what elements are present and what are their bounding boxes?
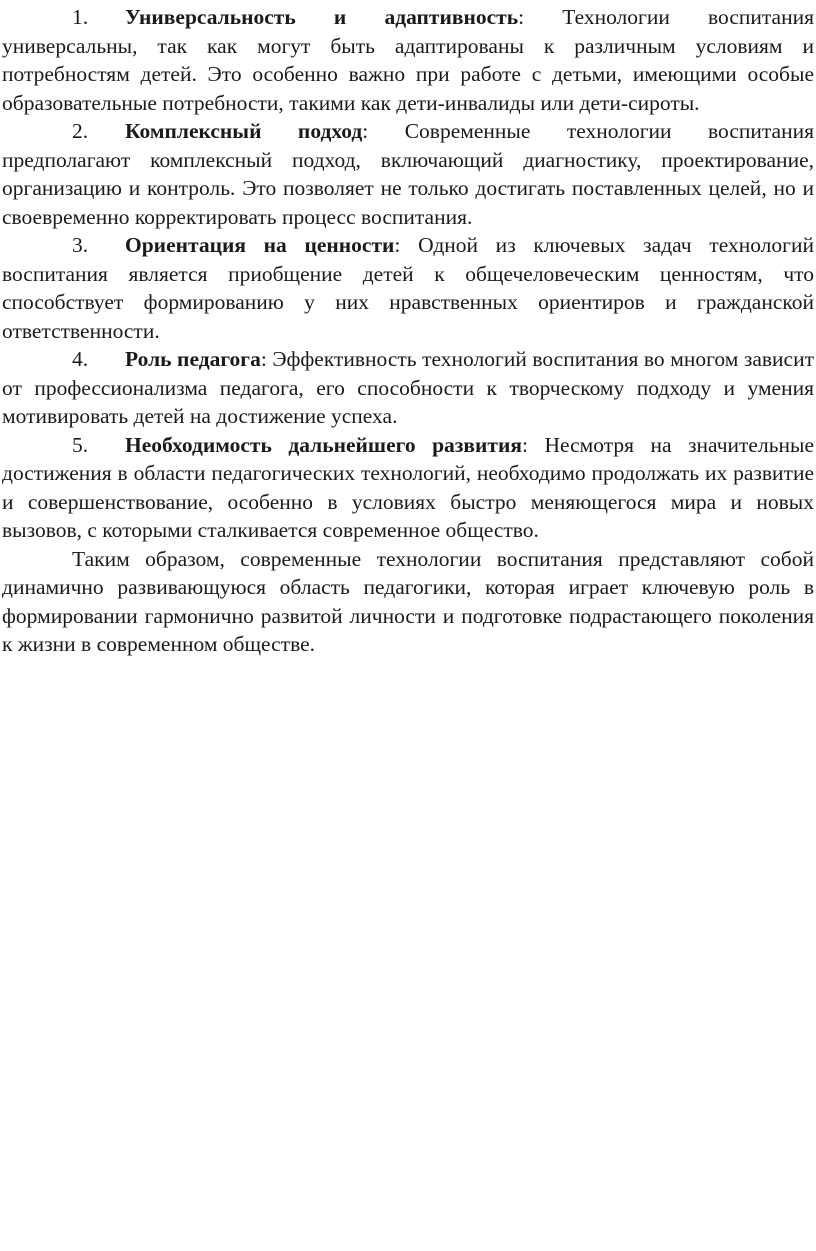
item-number: 1.	[72, 5, 89, 29]
item-text: : Современные технологии воспитания предполагают комплексный подход, включающий диагностику, проектирование, организацию и контроль. Это позволяет не только достигать поставленных целей, но и своевременно корректировать процесс воспитания.	[2, 119, 814, 229]
item-number: 2.	[72, 119, 89, 143]
item-term: Универсальность и адаптивность	[125, 5, 519, 29]
list-item-5	[2, 431, 814, 545]
item-text: : Эффективность технологий воспитания во многом зависит от профессионализма педагога, его способности к творческому подходу и умения мотивировать детей на достижение успеха.	[2, 347, 815, 428]
item-term: Ориентация на ценности	[125, 233, 395, 257]
item-number: 3.	[72, 233, 89, 257]
item-text: : Одной из ключевых задач технологий воспитания является приобщение детей к общечеловеческим ценностям, что способствует формированию у них нравственных ориентиров и гражданской ответственности.	[2, 233, 814, 343]
list-item-4	[2, 345, 814, 431]
item-term: Необходимость дальнейшего развития	[125, 432, 523, 457]
conclusion-paragraph: Таким образом, современные технологии воспитания представляют собой динамично развивающуюся область педагогики, которая играет ключевую роль в формировании гармонично развитой личности и подготовке подрастающего поколения к жизни в современном обществе.	[2, 546, 814, 656]
list-item-3	[2, 231, 814, 345]
item-text: : Несмотря на значительные достижения в области педагогических технологий, необходимо продолжать их развитие и совершенствование, особенно в условиях быстро меняющегося мира и новых вызовов, с которыми сталкивается современное общество.	[2, 432, 814, 542]
item-number: 5.	[72, 432, 89, 457]
item-text: : Технологии воспитания универсальны, так как могут быть адаптированы к различным условиям и потребностям детей. Это особенно важно при работе с детьми, имеющими особые образовательные потребности, такими как дети-инвалиды или дети-сироты.	[2, 5, 814, 115]
list-item-2	[2, 117, 814, 231]
item-term: Роль педагога	[125, 347, 261, 371]
list-item-1	[2, 3, 814, 117]
item-number: 4.	[72, 347, 89, 371]
item-term: Комплексный подход	[125, 119, 363, 143]
